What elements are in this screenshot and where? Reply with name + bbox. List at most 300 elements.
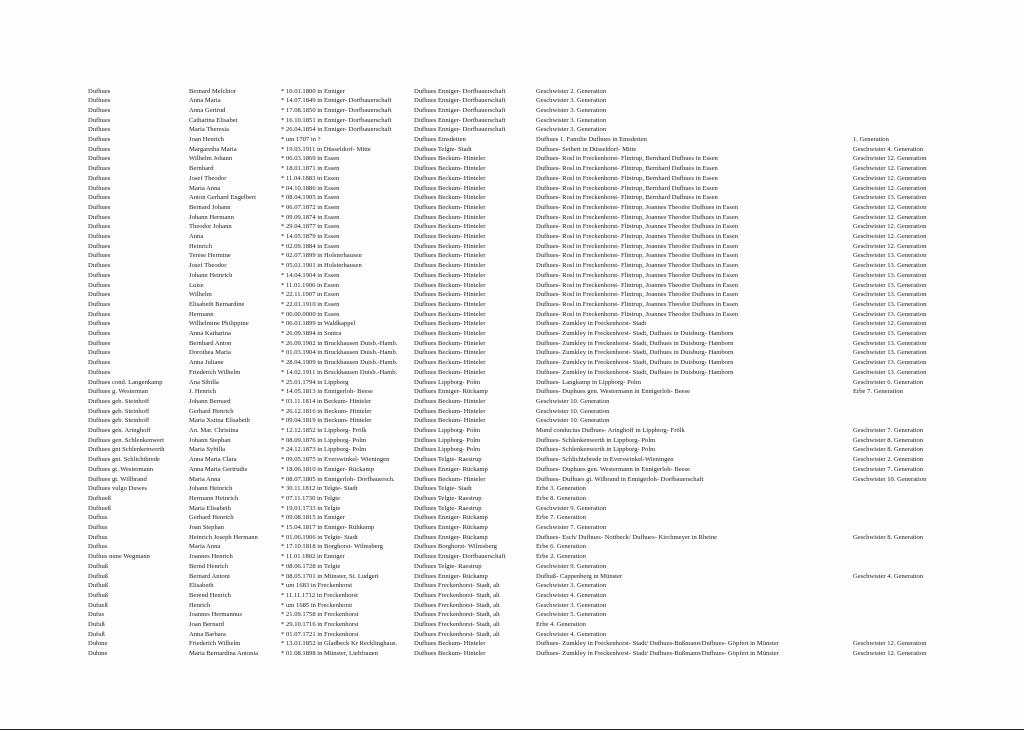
cell-given-names: An. Mar. Christina (189, 427, 239, 434)
cell-surname: Dufhues (88, 223, 111, 231)
cell-family-line: Dufhues- Rosl in Freckenhorst- Flintrup, Joannes Theodor Dufhues in Essen (536, 203, 739, 211)
cell-birth: * 11.04.1883 in Essen (281, 174, 340, 182)
cell-surname: Dufhues (88, 271, 111, 279)
cell-given-names: Maria Anna (189, 475, 221, 483)
cell-surname: Dufhues (88, 233, 111, 240)
table-row (0, 242, 1024, 252)
cell-birth: * 16.10.1851 in Enniger- Dorfbauerschaft (281, 116, 392, 124)
cell-given-names: Anna Maria Gertrudis (189, 465, 248, 473)
table-row (0, 135, 1024, 145)
cell-given-names: Wilhelm (189, 291, 212, 299)
cell-generation: 1. Generation (853, 136, 889, 143)
cell-birth: * 21.09.1758 in Freckenhorst (281, 611, 359, 619)
cell-given-names: Anna Maria Clara (189, 456, 237, 464)
table-row (0, 455, 1024, 465)
cell-farm: Dufhues Telgte- Raestrup (414, 504, 482, 512)
cell-surname: Duhme (88, 640, 108, 648)
cell-farm: Dufhues Telgte- Stadt (414, 145, 472, 153)
cell-generation: Geschwister 12. Generation (853, 203, 927, 211)
cell-birth: * um 1707 in ? (281, 136, 321, 143)
cell-given-names: Hermann Heinrich (189, 494, 239, 502)
cell-family-line: Geschwister 3. Generation (536, 97, 607, 105)
cell-birth: * 22.11.1907 in Essen (281, 291, 340, 299)
cell-birth: * 18.01.1871 in Essen (281, 165, 340, 173)
cell-farm: Dufhues Freckenhorst- Stadt, alt (414, 621, 500, 628)
cell-birth: * 09.09.1874 in Essen (281, 213, 340, 221)
cell-family-line: Dufhues- Rosl in Freckenhorst- Flintrup, Bernhard Dufhues in Essen (536, 155, 718, 163)
cell-generation: Geschwister 12. Generation (853, 320, 927, 328)
cell-birth: * 22.01.1910 in Essen (281, 300, 340, 308)
cell-birth: * 05.01.1901 in Holsterhausen (281, 262, 362, 270)
cell-family-line: Dufhues- Rosl in Freckenhorst- Flintrup, Joannes Theodor Dufhues in Essen (536, 262, 739, 270)
cell-family-line: Geschwister 2. Generation (536, 87, 607, 95)
cell-birth: * 14.04.1904 in Essen (281, 271, 340, 279)
cell-family-line: Mund conductus Dufhues- Aringhoff in Lippborg- Frölk (536, 427, 685, 434)
cell-family-line: Dufhues- Rosl in Freckenhorst- Flintrup, Joannes Theodor Dufhues in Essen (536, 310, 739, 318)
cell-farm: Dufhues Enniger- Dorfbauerschaft (414, 106, 506, 114)
cell-given-names: Bernhard Anton (189, 339, 232, 347)
cell-birth: * um 1683 in Freckenhorst (281, 582, 353, 590)
cell-family-line: Geschwister 3. Generation (536, 116, 607, 124)
cell-farm: Dufhues Beckum- Hinteler (414, 475, 486, 483)
cell-farm: Dufhues Enniger- Dorfbauerschaft (414, 116, 506, 124)
cell-given-names: J. Henrich (189, 388, 217, 396)
cell-farm: Dufhues Enniger- Dorfbauerschaft (414, 553, 506, 561)
cell-surname: Dufhues (88, 213, 111, 221)
table-row (0, 348, 1024, 358)
cell-generation: Geschwister 12. Generation (853, 233, 927, 240)
cell-family-line: Dufhues- Rosl in Freckenhorst- Flintrup, Joannes Theodor Dufhues in Essen (536, 291, 739, 299)
cell-surname: Dufhues (88, 339, 111, 347)
cell-family-line: Dufhues- Zumkley in Freckenhorst- Stadt/ Dufhues-Bußmann/Dufhues- Göpfert in Münster (536, 650, 779, 658)
table-row (0, 358, 1024, 368)
cell-generation: Geschwister 13. Generation (853, 271, 927, 279)
cell-given-names: Joannes Hermannus (189, 611, 242, 619)
cell-farm: Dufhues Telgte- Raestrup (414, 494, 482, 502)
cell-generation: Geschwister 12. Generation (853, 174, 927, 182)
cell-birth: * 19.01.1733 in Telgte (281, 504, 341, 512)
cell-given-names: Josef Theodor (189, 262, 227, 270)
cell-given-names: Anna Maria (189, 97, 221, 105)
cell-generation: Geschwister 7. Generation (853, 427, 924, 434)
cell-surname: Dufuß (88, 621, 105, 628)
cell-given-names: Johann Hermann (189, 213, 234, 221)
cell-generation: Geschwister 10. Generation (853, 475, 927, 483)
table-row (0, 581, 1024, 591)
table-row (0, 329, 1024, 339)
table-row (0, 436, 1024, 446)
cell-surname: Dufhues (88, 106, 111, 114)
table-row (0, 397, 1024, 407)
cell-given-names: Anna Juliane (189, 359, 224, 367)
cell-given-names: Theodor Johann (189, 223, 232, 231)
cell-given-names: Wilhelmine Philippine (189, 320, 249, 328)
table-row (0, 203, 1024, 213)
cell-birth: * 26.09.1894 in Sontra (281, 330, 342, 337)
cell-given-names: Dorothea Maria (189, 349, 231, 357)
table-row (0, 281, 1024, 291)
cell-surname: Dufhues (88, 242, 111, 250)
cell-family-line: Dufhues- Rosl in Freckenhorst- Flintrup, Joannes Theodor Dufhues in Essen (536, 233, 739, 240)
table-row (0, 145, 1024, 155)
cell-farm: Dufhues Freckenhorst- Stadt, alt (414, 591, 500, 599)
cell-family-line: Dufhues- Rosl in Freckenhorst- Flintrup, Joannes Theodor Dufhues in Essen (536, 252, 739, 260)
cell-given-names: Bernard Johann (189, 203, 231, 211)
cell-birth: * 14.07.1849 in Enniger- Dorfbauerschaft (281, 97, 392, 105)
cell-generation: Geschwister 13. Generation (853, 359, 927, 367)
cell-given-names: Anna Gertrud (189, 106, 226, 114)
cell-farm: Dufhues Lippborg- Polm (414, 446, 481, 454)
cell-surname: Dufhues (88, 126, 111, 134)
cell-given-names: Henrich (189, 601, 211, 609)
table-row (0, 96, 1024, 106)
cell-given-names: Anna (189, 233, 204, 240)
table-row (0, 572, 1024, 582)
table-row (0, 465, 1024, 475)
cell-farm: Dufhues Enniger- Rückamp (414, 572, 488, 580)
cell-birth: * 01.03.1904 in Bruckhausen Duisb.-Hamb. (281, 349, 398, 357)
cell-farm: Dufhues Freckenhorst- Stadt, alt (414, 611, 500, 619)
cell-surname: Dufhueß (88, 494, 112, 502)
cell-given-names: Johann Stephan (189, 436, 231, 444)
cell-family-line: Dufhues- Zumkley in Freckenhorst- Stadt, Dufhues in Duisburg- Hamborn (536, 349, 734, 357)
cell-surname: Dufhues (88, 291, 111, 299)
table-row (0, 368, 1024, 378)
cell-given-names: Josef Theodor (189, 174, 227, 182)
cell-farm: Dufhues Beckum- Hinteler (414, 397, 486, 405)
cell-given-names: Gerhard Henrich (189, 514, 234, 522)
cell-given-names: Bernhard (189, 165, 214, 173)
table-row (0, 213, 1024, 223)
table-row (0, 300, 1024, 310)
cell-birth: * 01.08.1898 in Münster, Liebfrauen (281, 650, 378, 658)
cell-given-names: Anna Katharina (189, 330, 231, 337)
cell-given-names: Friederich Wilhelm (189, 640, 241, 648)
table-row (0, 261, 1024, 271)
cell-generation: Geschwister 13. Generation (853, 252, 927, 260)
cell-birth: * 10.01.1800 in Enniger (281, 87, 345, 95)
cell-farm: Dufhues Beckum- Hinteler (414, 213, 486, 221)
cell-family-line: Dufhues- Zumkley in Freckenhorst- Stadt, Dufhues in Duisburg- Hamborn (536, 359, 734, 367)
cell-generation: Geschwister 13. Generation (853, 262, 927, 270)
cell-birth: * 11.01.1802 in Enniger (281, 553, 345, 561)
cell-generation: Geschwister 13. Generation (853, 281, 927, 289)
cell-family-line: Geschwister 4. Generation (536, 591, 607, 599)
cell-family-line: Geschwister 3. Generation (536, 106, 607, 114)
table-row (0, 630, 1024, 640)
cell-surname: Dufhues gt. Willbrand (88, 475, 147, 483)
cell-given-names: Maria Xstina Elisabeth (189, 417, 250, 425)
cell-farm: Dufhues Enniger- Rückamp (414, 533, 488, 541)
cell-birth: * um 1685 in Freckenhorst (281, 601, 353, 609)
table-row (0, 407, 1024, 417)
table-row (0, 552, 1024, 562)
cell-generation: Geschwister 7. Generation (853, 465, 924, 473)
cell-family-line: Dufhues- Rosl in Freckenhorst- Flintrup, Joannes Theodor Dufhues in Essen (536, 271, 739, 279)
cell-generation: Geschwister 6. Generation (853, 378, 924, 386)
cell-farm: Dufhues Beckum- Hinteler (414, 650, 486, 658)
cell-given-names: Anton Gerhard Engelbert (189, 194, 257, 202)
cell-surname: Dufhues (88, 359, 111, 367)
cell-family-line: Dufhues- Rosl in Freckenhorst- Flintrup, Joannes Theodor Dufhues in Essen (536, 213, 739, 221)
cell-family-line: Geschwister 9. Generation (536, 562, 607, 570)
cell-surname: Dufhues vulgo Duwes (88, 485, 147, 493)
table-row (0, 542, 1024, 552)
cell-farm: Dufhues Beckum- Hinteler (414, 320, 486, 328)
cell-birth: * 04.10.1886 in Essen (281, 184, 340, 192)
cell-surname: Dufhues (88, 330, 111, 337)
cell-generation: Geschwister 12. Generation (853, 640, 927, 648)
cell-surname: Dufhus (88, 514, 108, 522)
cell-surname: Dufhues gen. Aringhoff (88, 427, 151, 434)
cell-birth: * 17.08.1850 in Enniger- Dorfbauerschaft (281, 106, 392, 114)
cell-given-names: Bernard Antoni (189, 572, 230, 580)
cell-farm: Dufhues Freckenhorst- Stadt, alt (414, 630, 500, 638)
scan-edge-line (0, 729, 1024, 730)
cell-surname: Dufhues cond. Langenkamp (88, 378, 163, 386)
cell-family-line: Dufhues- Rosl in Freckenhorst- Flintrup, Joannes Theodor Dufhues in Essen (536, 242, 739, 250)
cell-generation: Erbe 7. Generation (853, 388, 903, 396)
cell-birth: * 02.09.1884 in Essen (281, 242, 340, 250)
cell-birth: * 07.11.1730 in Telgte (281, 494, 341, 502)
cell-farm: Dufhues Telgte- Raestrup (414, 456, 482, 464)
cell-given-names: Maria Elisabeth (189, 504, 231, 512)
cell-given-names: Gerhard Henrich (189, 407, 234, 415)
cell-surname: Dufhues (88, 300, 111, 308)
cell-surname: Dufhues (88, 203, 111, 211)
cell-generation: Geschwister 13. Generation (853, 349, 927, 357)
cell-birth: * 09.08.1815 in Enniger (281, 514, 345, 522)
cell-family-line: Erbe 7. Generation (536, 514, 586, 522)
cell-birth: * 12.12.1852 in Lippborg- Frölk (281, 427, 367, 434)
cell-farm: Dufhues Beckum- Hinteler (414, 271, 486, 279)
cell-surname: Dufhues (88, 262, 111, 270)
cell-given-names: Luise (189, 281, 204, 289)
cell-birth: * 09.05.1875 in Everswinkel- Wieningen (281, 456, 390, 464)
cell-birth: * 28.04.1909 in Bruckhausen Duisb.-Hamb. (281, 359, 398, 367)
cell-farm: Dufhues Beckum- Hinteler (414, 291, 486, 299)
table-row (0, 125, 1024, 135)
table-row (0, 504, 1024, 514)
table-row (0, 154, 1024, 164)
cell-birth: * 01.06.1906 in Telgte- Stadt (281, 533, 358, 541)
cell-surname: Dufhues (88, 87, 111, 95)
cell-surname: Dufhues (88, 252, 111, 260)
cell-birth: * 01.07.1721 in Freckenhorst (281, 630, 359, 638)
table-row (0, 601, 1024, 611)
cell-farm: Dufhues Telgte- Stadt (414, 485, 472, 493)
cell-birth: * 08.06.1728 in Telgte (281, 562, 341, 570)
table-row (0, 426, 1024, 436)
cell-surname: Dufhues gen. Schlenkenwert (88, 436, 164, 444)
cell-farm: Dufhues Freckenhorst- Stadt, alt (414, 601, 500, 609)
cell-surname: Dufhues geb. Steinhoff (88, 417, 150, 425)
cell-generation: Geschwister 8. Generation (853, 446, 924, 454)
cell-birth: * 26.09.1902 in Bruckhausen Duisb.-Hamb. (281, 339, 398, 347)
cell-surname: Dufhues geb. Steinhoff (88, 407, 150, 415)
cell-surname: Dufhues gnt. Schlichtbrede (88, 456, 160, 464)
cell-birth: * 03.11.1814 in Beckum- Hinteler (281, 397, 372, 405)
cell-surname: Dufhues (88, 320, 111, 328)
cell-birth: * 17.10.1818 in Borghorst- Wilmsberg (281, 543, 383, 551)
table-row (0, 523, 1024, 533)
cell-family-line: Dufhues- Schlichtebrede in Everswinkel-Wieningen (536, 456, 674, 464)
cell-family-line: Erbe 3. Generation (536, 485, 586, 493)
table-row (0, 591, 1024, 601)
table-row (0, 271, 1024, 281)
cell-family-line: Dufhues- Duphues gen. Westermann in Ennigerloh- Beese (536, 465, 691, 473)
cell-given-names: Joan Stephan (189, 524, 224, 531)
cell-family-line: Dufhues- Zumkley in Freckenhorst- Stadt, Dufhues in Duisburg- Hamborn (536, 368, 734, 376)
cell-surname: Dufhues (88, 368, 111, 376)
cell-given-names: Maria Anna (189, 184, 221, 192)
cell-surname: Dufhus (88, 533, 108, 541)
cell-surname: Dufhues (88, 174, 111, 182)
table-row (0, 310, 1024, 320)
cell-family-line: Geschwister 3. Generation (536, 582, 607, 590)
cell-family-line: Dufhues- Zumkley in Freckenhorst- Stadt (536, 320, 647, 328)
table-row (0, 290, 1024, 300)
cell-generation: Geschwister 13. Generation (853, 339, 927, 347)
cell-family-line: Dufhues- Rosl in Freckenhorst- Flintrup, Bernhard Dufhues in Essen (536, 184, 718, 192)
table-row (0, 106, 1024, 116)
cell-birth: * 02.07.1899 in Holsterhausen (281, 252, 362, 260)
cell-birth: * 25.01.1794 in Lippborg (281, 378, 349, 386)
cell-given-names: Wilhelm Johann (189, 155, 233, 163)
cell-family-line: Dufhues- Zumkley in Freckenhorst- Stadt/ Dufhues-Bußmann/Dufhues- Göpfert in Münster (536, 640, 779, 648)
cell-family-line: Erbe 8. Generation (536, 494, 586, 502)
cell-birth: * 13.01.1852 in Gladbeck Kr Recklinghaus. (281, 640, 398, 648)
cell-birth: * 11.01.1906 in Essen (281, 281, 340, 289)
cell-surname: Dufhues geb. Steinhoff (88, 397, 150, 405)
table-row (0, 562, 1024, 572)
cell-surname: Dufuß (88, 630, 105, 638)
cell-generation: Geschwister 4. Generation (853, 572, 924, 580)
cell-given-names: Anna Barbara (189, 630, 226, 638)
cell-farm: Dufhues Beckum- Hinteler (414, 242, 486, 250)
table-row (0, 339, 1024, 349)
cell-given-names: Terese Hermine (189, 252, 231, 260)
cell-family-line: Geschwister 10. Generation (536, 407, 610, 415)
cell-farm: Dufhues Beckum- Hinteler (414, 252, 486, 260)
cell-surname: Dufhus (88, 524, 108, 531)
cell-given-names: Elisabeth (189, 582, 214, 590)
cell-given-names: Maria Anna (189, 543, 221, 551)
cell-farm: Dufhues Beckum- Hinteler (414, 184, 486, 192)
cell-birth: * 11.11.1712 in Freckenhorst (281, 591, 358, 599)
cell-birth: * 29.04.1877 in Essen (281, 223, 340, 231)
cell-birth: * 08.04.1905 in Essen (281, 194, 340, 202)
cell-family-line: Geschwister 7. Generation (536, 524, 607, 531)
cell-farm: Dufhues Beckum- Hinteler (414, 339, 486, 347)
table-row (0, 416, 1024, 426)
cell-surname: Dufhus nune Wegmann (88, 553, 150, 561)
table-row (0, 251, 1024, 261)
cell-farm: Dufhues Beckum- Hinteler (414, 330, 486, 337)
table-row (0, 319, 1024, 329)
cell-family-line: Dufhues- Duphues gen. Westermann in Ennigerloh- Beese (536, 388, 691, 396)
cell-given-names: Friederich Wilhelm (189, 368, 241, 376)
cell-surname: Dufhues (88, 145, 111, 153)
cell-farm: Dufhues Freckenhorst- Stadt, alt (414, 582, 500, 590)
cell-given-names: Joannes Henrich (189, 553, 233, 561)
cell-family-line: Dufhues- Zumkley in Freckenhorst- Stadt, Dufhues in Duisburg- Hamborn (536, 339, 734, 347)
cell-surname: Dufhues g. Westerman (88, 388, 148, 396)
cell-surname: Dufhues (88, 165, 111, 173)
cell-birth: * 06.03.1869 in Essen (281, 155, 340, 163)
table-row (0, 610, 1024, 620)
cell-birth: * 29.10.1716 in Freckenhorst (281, 621, 359, 628)
cell-birth: * 06.07.1872 in Essen (281, 203, 340, 211)
table-row (0, 639, 1024, 649)
cell-family-line: Geschwister 10. Generation (536, 397, 610, 405)
table-row (0, 193, 1024, 203)
cell-given-names: Heinrich (189, 242, 213, 250)
cell-generation: Geschwister 12. Generation (853, 155, 927, 163)
cell-family-line: Erbe 6. Generation (536, 543, 586, 551)
cell-birth: * 08.07.1805 in Ennigerloh- Dorfbauersch. (281, 475, 395, 483)
cell-surname: Dufhues (88, 194, 111, 202)
cell-surname: Dufhues (88, 155, 111, 163)
cell-generation: Geschwister 13. Generation (853, 300, 927, 308)
cell-farm: Dufhues Enniger- Rückamp (414, 388, 488, 396)
cell-generation: Geschwister 13. Generation (853, 330, 927, 337)
cell-birth: * 14.02.1911 in Bruckhausen Duisb.-Hamb. (281, 368, 398, 376)
cell-farm: Dufhues Emsdetten (414, 136, 466, 143)
cell-family-line: Erbe 2. Generation (536, 553, 586, 561)
cell-generation: Geschwister 12. Generation (853, 223, 927, 231)
cell-surname: Dufhus (88, 543, 108, 551)
cell-farm: Dufhues Beckum- Hinteler (414, 359, 486, 367)
table-row (0, 378, 1024, 388)
cell-generation: Geschwister 13. Generation (853, 368, 927, 376)
cell-farm: Dufhues Beckum- Hinteler (414, 174, 486, 182)
cell-farm: Dufhues Enniger- Dorfbauerschaft (414, 97, 506, 105)
cell-birth: * 08.09.1876 in Lippborg- Polm (281, 436, 367, 444)
cell-generation: Geschwister 12. Generation (853, 213, 927, 221)
cell-family-line: Dufhues- Langkamp in Lippborg- Polm (536, 378, 641, 386)
cell-given-names: Joan Bernard (189, 621, 224, 628)
cell-farm: Dufhues Borghorst- Wilmsberg (414, 543, 497, 551)
cell-given-names: Hermann (189, 310, 214, 318)
cell-given-names: Johann Heinrich (189, 271, 233, 279)
cell-generation: Geschwister 12. Generation (853, 242, 927, 250)
cell-given-names: Margaretha Maria (189, 145, 237, 153)
cell-farm: Dufhues Lippborg- Polm (414, 378, 481, 386)
cell-given-names: Elisabeth Bernardine (189, 300, 245, 308)
cell-farm: Dufhues Beckum- Hinteler (414, 368, 486, 376)
cell-surname: Dufus (88, 611, 105, 619)
cell-birth: * 14.05.1813 in Ennigerloh- Beese (281, 388, 373, 396)
table-row (0, 87, 1024, 97)
cell-birth: * 26.04.1854 in Enniger- Dorfbauerschaft (281, 126, 392, 134)
cell-given-names: Joan Henrich (189, 136, 224, 143)
cell-surname: Dufhues (88, 116, 111, 124)
table-row (0, 649, 1024, 659)
cell-family-line: Geschwister 10. Generation (536, 417, 610, 425)
table-row (0, 475, 1024, 485)
cell-birth: * 24.12.1873 in Lippborg- Polm (281, 446, 367, 454)
cell-generation: Geschwister 13. Generation (853, 291, 927, 299)
cell-given-names: Catharina Elisabet (189, 116, 238, 124)
cell-farm: Dufhues Beckum- Hinteler (414, 194, 486, 202)
cell-farm: Dufhues Beckum- Hinteler (414, 640, 486, 648)
cell-birth: * 14.05.1879 in Essen (281, 233, 340, 240)
cell-given-names: Johann Heinrich (189, 485, 233, 493)
table-row (0, 116, 1024, 126)
cell-surname: Dufhues (88, 349, 111, 357)
cell-family-line: Dufhues- Rosl in Freckenhorst- Flintrup, Joannes Theodor Dufhues in Essen (536, 223, 739, 231)
